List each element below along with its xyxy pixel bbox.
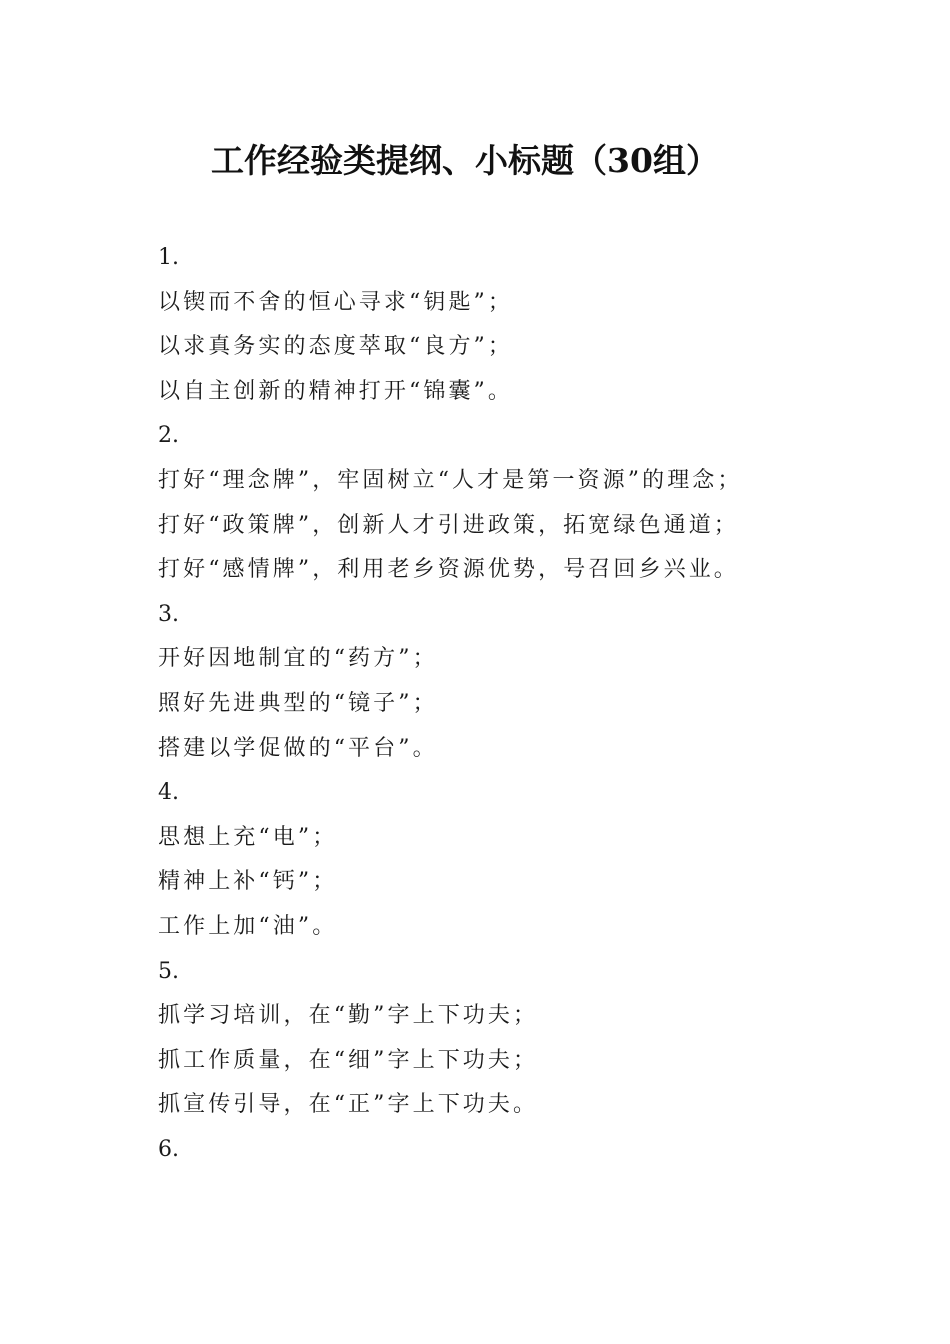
group-line: 打好“政策牌”，创新人才引进政策，拓宽绿色通道；: [158, 512, 739, 538]
group-line: 以锲而不舍的恒心寻求“钥匙”；: [158, 289, 513, 315]
group-line: 以求真务实的态度萃取“良方”；: [158, 334, 513, 360]
group-line: 打好“理念牌”，牢固树立“人才是第一资源”的理念；: [158, 467, 743, 493]
group-number: 5.: [158, 958, 179, 984]
group-number: 2.: [158, 423, 179, 449]
document-body: [158, 236, 918, 1172]
group-number: 3.: [158, 601, 179, 627]
group-number: 4.: [158, 780, 179, 806]
group-line: 抓工作质量，在“细”字上下功夫；: [158, 1047, 539, 1073]
group-line: 照好先进典型的“镜子”；: [158, 690, 438, 716]
group-line: 抓宣传引导，在“正”字上下功夫。: [158, 1092, 539, 1118]
group-line: 开好因地制宜的“药方”；: [158, 646, 438, 672]
group-line: 搭建以学促做的“平台”。: [158, 735, 438, 761]
group-line: 抓学习培训，在“勤”字上下功夫；: [158, 1003, 539, 1029]
group-number: 6.: [158, 1136, 179, 1162]
document-title: 工作经验类提纲、小标题（30组）: [211, 141, 719, 180]
group-number: 1.: [158, 245, 179, 270]
group-line: 打好“感情牌”，利用老乡资源优势，号召回乡兴业。: [158, 557, 739, 583]
group-line: 以自主创新的精神打开“锦囊”。: [158, 378, 513, 404]
group-line: 精神上补“钙”；: [158, 869, 338, 895]
group-line: 思想上充“电”；: [158, 824, 338, 850]
group-line: 工作上加“油”。: [158, 913, 338, 939]
